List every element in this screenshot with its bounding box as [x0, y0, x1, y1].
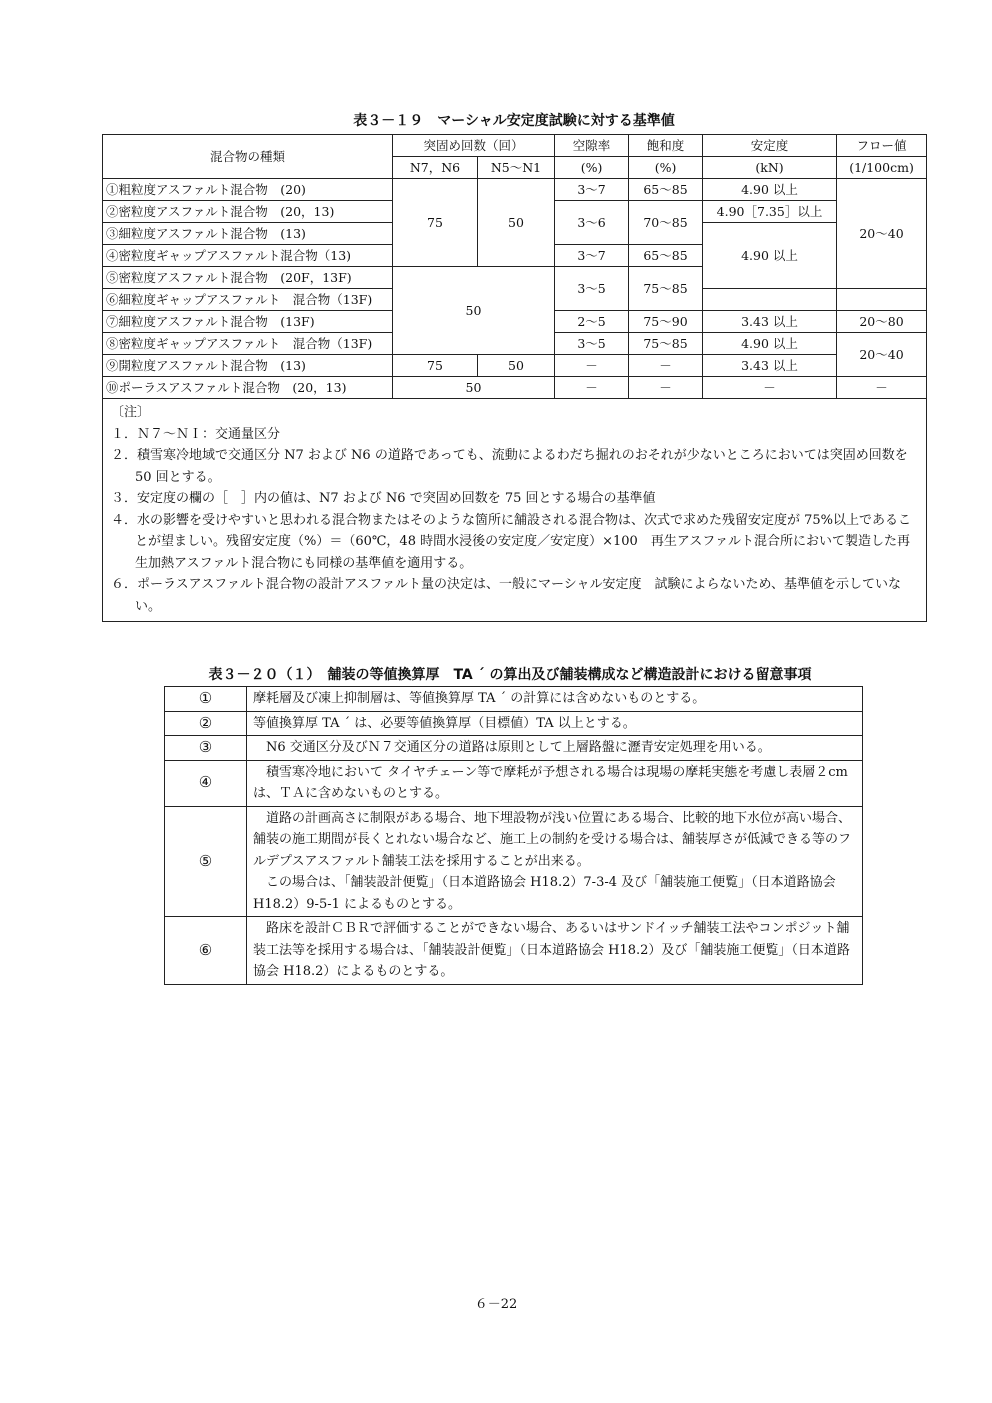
flow-value	[837, 289, 927, 311]
table-row	[165, 711, 863, 736]
mix-name: ①粗粒度アスファルト混合物 (20)	[103, 179, 393, 201]
header-stability: 安定度	[703, 135, 837, 157]
saturation-value: 75～90	[629, 311, 703, 333]
void-value: 2～5	[555, 311, 629, 333]
row-text-cell	[247, 806, 863, 917]
mix-name: ③細粒度アスファルト混合物 (13)	[103, 223, 393, 245]
table-row	[103, 179, 927, 201]
row-number: ②	[165, 711, 247, 736]
page-number: ６－22	[474, 1297, 518, 1312]
stability-value: －	[703, 377, 837, 399]
flow-value: 20～80	[837, 311, 927, 333]
row-number: ⑥	[165, 917, 247, 985]
note-item: ４．水の影響を受けやすいと思われる混合物またはそのような箇所に舗設される混合物は、次式で求めた残留安定度が 75%以上であることが望ましい。残留安定度（%）＝（60℃，48 時間水浸後の安定度／安定度）×100 再生アスファルト混合所において製造した再生加熱アスファルト混合物にも同様の基準値を適用する。	[111, 512, 912, 571]
saturation-value: 75～85	[629, 333, 703, 355]
row-text: 等値換算厚 TA ´ は、必要等値換算厚（目標値）TA 以上とする。	[247, 711, 863, 736]
table-row	[165, 760, 863, 806]
stability-value: 4.90 以上	[703, 179, 837, 201]
notes-label: 〔注〕	[111, 405, 151, 420]
void-value: －	[555, 355, 629, 377]
saturation-value: 65～85	[629, 179, 703, 201]
header-stability-unit: (kN)	[703, 157, 837, 179]
mix-name: ⑤密粒度アスファルト混合物 (20F，13F)	[103, 267, 393, 289]
n5n1-value: 50	[478, 179, 555, 267]
table2-title: 表３－２０（１） 舗装の等値換算厚 TA ´ の算出及び舗装構成など構造設計における留意事項	[208, 667, 812, 683]
saturation-value: －	[629, 355, 703, 377]
mix-name: ④密粒度ギャップアスファルト混合物（13)	[103, 245, 393, 267]
n7n6-value: 75	[393, 355, 478, 377]
table-row	[165, 917, 863, 985]
row-number: ⑤	[165, 806, 247, 917]
mix-name: ②密粒度アスファルト混合物 (20，13)	[103, 201, 393, 223]
note-item: １．Ｎ７～ＮＩ：交通量区分	[111, 426, 281, 442]
stability-value: 3.43 以上	[703, 311, 837, 333]
header-void-unit: (%)	[555, 157, 629, 179]
mix-name: ⑧密粒度ギャップアスファルト 混合物（13F)	[103, 333, 393, 355]
row-text: 摩耗層及び凍上抑制層は、等値換算厚 TA ´ の計算には含めないものとする。	[247, 687, 863, 712]
mix-name: ⑦細粒度アスファルト混合物 (13F)	[103, 311, 393, 333]
header-saturation: 飽和度	[629, 135, 703, 157]
header-n7n6: N7，N6	[393, 157, 478, 179]
saturation-value: －	[629, 377, 703, 399]
stability-value: 4.90 以上	[703, 223, 837, 289]
row-number: ③	[165, 736, 247, 761]
header-n5n1: N5～N1	[478, 157, 555, 179]
void-value: －	[555, 377, 629, 399]
compaction-value: 50	[393, 377, 555, 399]
mix-name: ⑨開粒度アスファルト混合物 (13)	[103, 355, 393, 377]
void-value: 3～7	[555, 179, 629, 201]
saturation-value: 75～85	[629, 267, 703, 311]
header-mix-type: 混合物の種類	[103, 135, 393, 179]
table-row	[165, 687, 863, 712]
header-void: 空隙率	[555, 135, 629, 157]
void-value: 3～5	[555, 267, 629, 311]
flow-value: 20～40	[837, 333, 927, 377]
note-item: ３．安定度の欄の［ ］内の値は、N7 および N6 で突固め回数を 75 回とする場合の基準値	[111, 491, 656, 506]
table-row	[103, 377, 927, 399]
stability-value: 4.90［7.35］以上	[703, 201, 837, 223]
mix-name: ⑩ポーラスアスファルト混合物 (20，13)	[103, 377, 393, 399]
marshall-stability-table	[102, 134, 927, 622]
table-row	[165, 806, 863, 917]
row-text: N6 交通区分及びＮ７交通区分の道路は原則として上層路盤に瀝青安定処理を用いる。	[247, 736, 863, 761]
table1-title: 表３－１９ マーシャル安定度試験に対する基準値	[353, 113, 675, 129]
flow-value: 20～40	[837, 179, 927, 289]
header-saturation-unit: (%)	[629, 157, 703, 179]
flow-value: －	[837, 377, 927, 399]
note-item: ６．ポーラスアスファルト混合物の設計アスファルト量の決定は、一般にマーシャル安定度 試験によらないため、基準値を示していない。	[111, 577, 902, 614]
note-item: ２．積雪寒冷地域で交通区分 N7 および N6 の道路であっても、流動によるわだち掘れのおそれが少ないところにおいては突固め回数を 50 回とする。	[111, 448, 908, 485]
stability-value: 4.90 以上	[703, 333, 837, 355]
row-text: 道路の計画高さに制限がある場合、地下埋設物が浅い位置にある場合、比較的地下水位が高い場合、舗装の施工期間が長くとれない場合など、施工上の制約を受ける場合は、舗装厚さが低減できる等のフルデプスアスファルト舗装工法を採用することが出来る。	[253, 810, 852, 869]
header-flow: フロー値	[837, 135, 927, 157]
void-value: 3～6	[555, 201, 629, 245]
design-notes-table	[164, 686, 863, 985]
row-number: ①	[165, 687, 247, 712]
header-flow-unit: (1/100cm)	[837, 157, 927, 179]
row-text-continued: この場合は、「舗装設計便覧」（日本道路協会 H18.2）7-3-4 及び「舗装施工便覧」（日本道路協会 H18.2）9-5-1 によるものとする。	[253, 875, 836, 912]
stability-value	[703, 289, 837, 311]
header-compaction: 突固め回数（回）	[393, 135, 555, 157]
mix-name: ⑥細粒度ギャップアスファルト 混合物（13F)	[103, 289, 393, 311]
void-value: 3～7	[555, 245, 629, 267]
saturation-value: 65～85	[629, 245, 703, 267]
stability-value: 3.43 以上	[703, 355, 837, 377]
notes-row	[103, 399, 927, 622]
n7n6-value: 75	[393, 179, 478, 267]
saturation-value: 70～85	[629, 201, 703, 245]
table1-header-row	[103, 135, 927, 157]
table-row	[103, 355, 927, 377]
n5n1-value: 50	[478, 355, 555, 377]
compaction-value: 50	[393, 267, 555, 355]
row-text: 積雪寒冷地において タイヤチェーン等で摩耗が予想される場合は現場の摩耗実態を考慮し表層２cmは、ＴＡに含めないものとする。	[247, 760, 863, 806]
table-row	[165, 736, 863, 761]
notes-cell	[103, 399, 927, 622]
row-number: ④	[165, 760, 247, 806]
row-text: 路床を設計ＣＢＲで評価することができない場合、あるいはサンドイッチ舗装工法やコンポジット舗装工法等を採用する場合は、「舗装設計便覧」（日本道路協会 H18.2）及び「舗装施工便覧」（日本道路協会 H18.2）によるものとする。	[247, 917, 863, 985]
void-value: 3～5	[555, 333, 629, 355]
